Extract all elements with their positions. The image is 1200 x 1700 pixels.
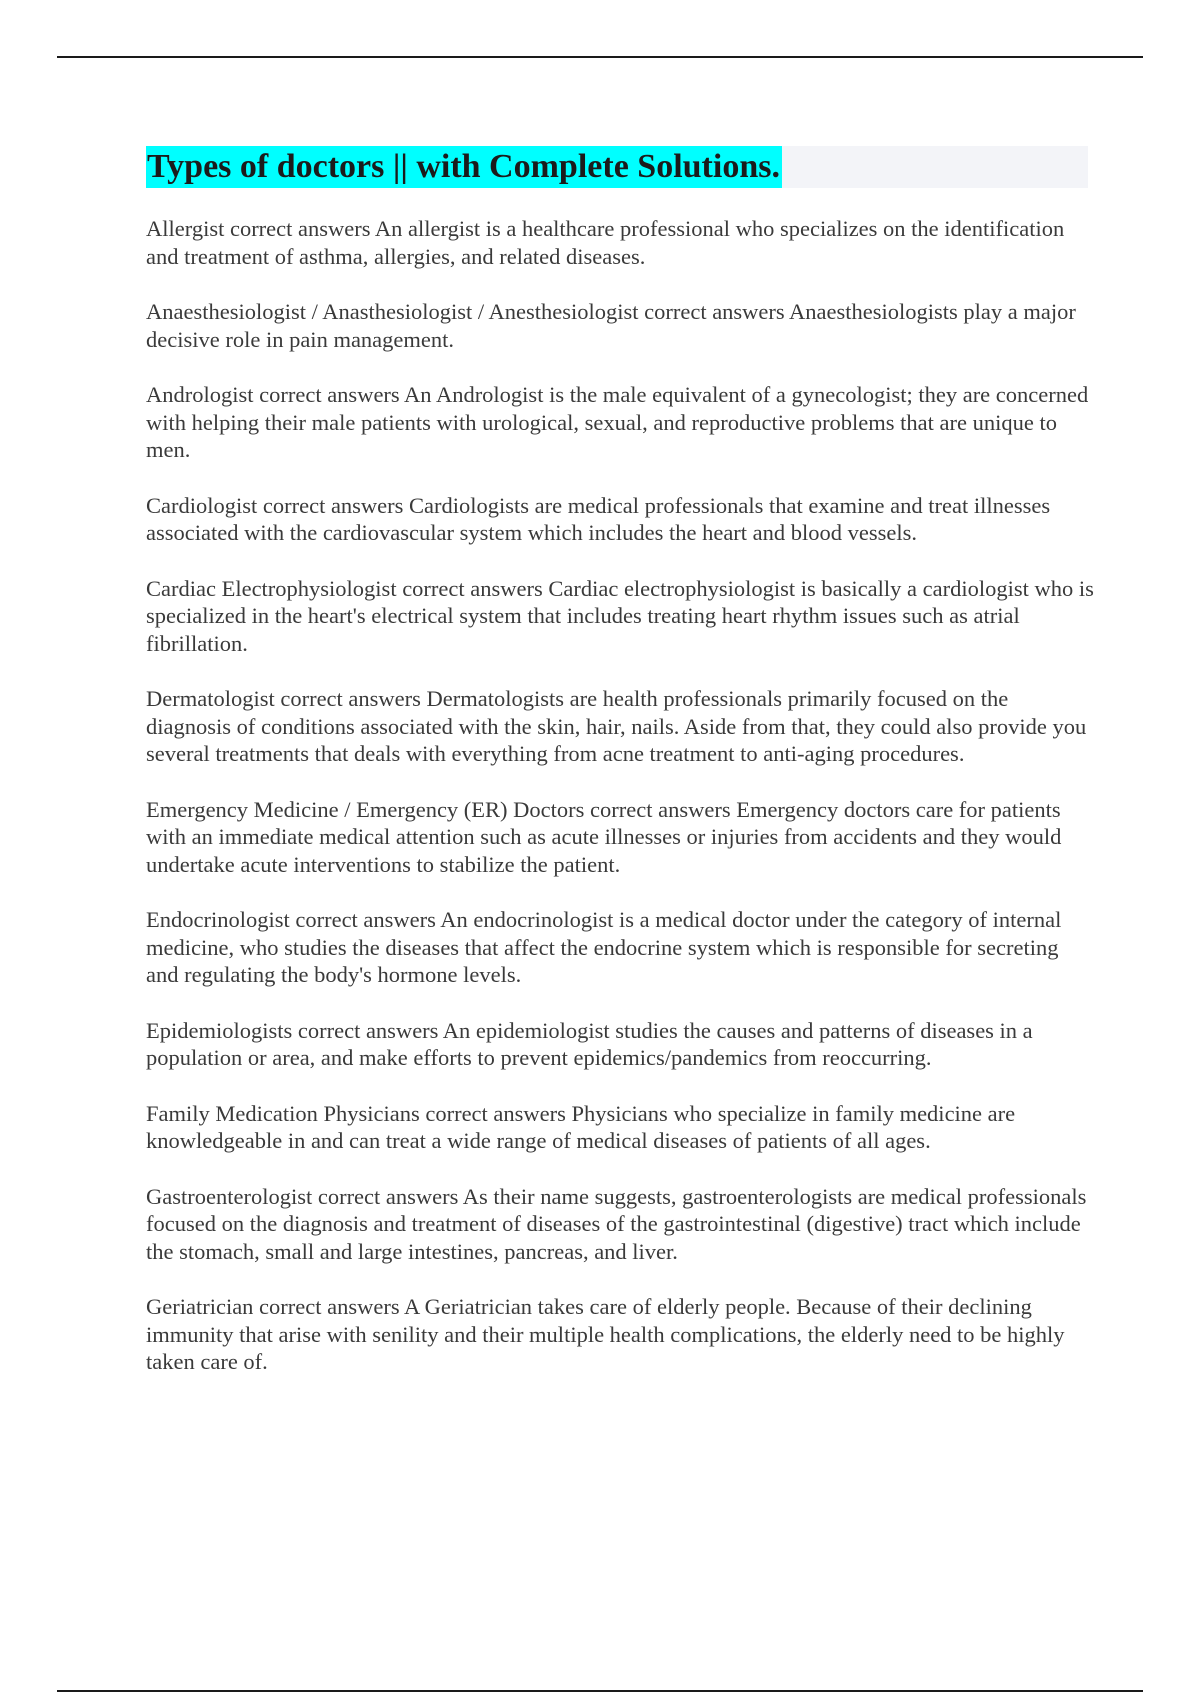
entry-gastroenterologist: Gastroenterologist correct answers As their name suggests, gastroenterologists are medical professionals focused on the diagnosis and treatment of diseases of the gastrointestinal (digestive) tract which include the stomach, small and large intestines, pancreas, and liver. [146,1183,1087,1264]
entry-cardiac-electrophysiologist: Cardiac Electrophysiologist correct answers Cardiac electrophysiologist is basically a cardiologist who is specialized in the heart's electrical system that includes treating heart rhythm issues such as atrial fibrillation. [146,575,1094,656]
header-rule [57,56,1143,58]
footer-rule [57,1690,1143,1692]
entry-andrologist: Andrologist correct answers An Andrologist is the male equivalent of a gynecologist; they are concerned with helping their male patients with urological, sexual, and reproductive problems that are unique to men. [146,382,1089,462]
entry-dermatologist: Dermatologist correct answers Dermatologists are health professionals primarily focused on the diagnosis of conditions associated with the skin, hair, nails. Aside from that, they could also provide you several treatments that deals with everything from acne treatment to anti-aging procedures. [146,686,1087,766]
entry-epidemiologists: Epidemiologists correct answers An epidemiologist studies the causes and patterns of diseases in a population or area, and make efforts to prevent epidemics/pandemics from reoccurring. [146,1017,1033,1070]
entry-endocrinologist: Endocrinologist correct answers An endocrinologist is a medical doctor under the category of internal medicine, who studies the diseases that affect the endocrine system which is responsible for secreting and regulating the body's hormone levels. [146,907,1062,987]
document-body [146,215,1096,1404]
entry-emergency-medicine: Emergency Medicine / Emergency (ER) Doctors correct answers Emergency doctors care for patients with an immediate medical attention such as acute illnesses or injuries from accidents and they would undertake acute interventions to stabilize the patient. [146,796,1062,877]
entry-cardiologist: Cardiologist correct answers Cardiologists are medical professionals that examine and treat illnesses associated with the cardiovascular system which includes the heart and blood vessels. [146,492,1051,545]
entry-family-medication-physicians: Family Medication Physicians correct answers Physicians who specialize in family medicine are knowledgeable in and can treat a wide range of medical diseases of patients of all ages. [146,1100,1016,1153]
entry-geriatrician: Geriatrician correct answers A Geriatrician takes care of elderly people. Because of their declining immunity that arise with senility and their multiple health complications, the elderly need to be highly taken care of. [146,1294,1065,1374]
entry-allergist: Allergist correct answers An allergist is a healthcare professional who specializes on the identification and treatment of asthma, allergies, and related diseases. [146,216,1065,269]
document-title: Types of doctors || with Complete Solutions. [146,146,782,188]
entry-anaesthesiologist: Anaesthesiologist / Anasthesiologist / Anesthesiologist correct answers Anaesthesiologists play a major decisive role in pain management. [146,299,1076,352]
